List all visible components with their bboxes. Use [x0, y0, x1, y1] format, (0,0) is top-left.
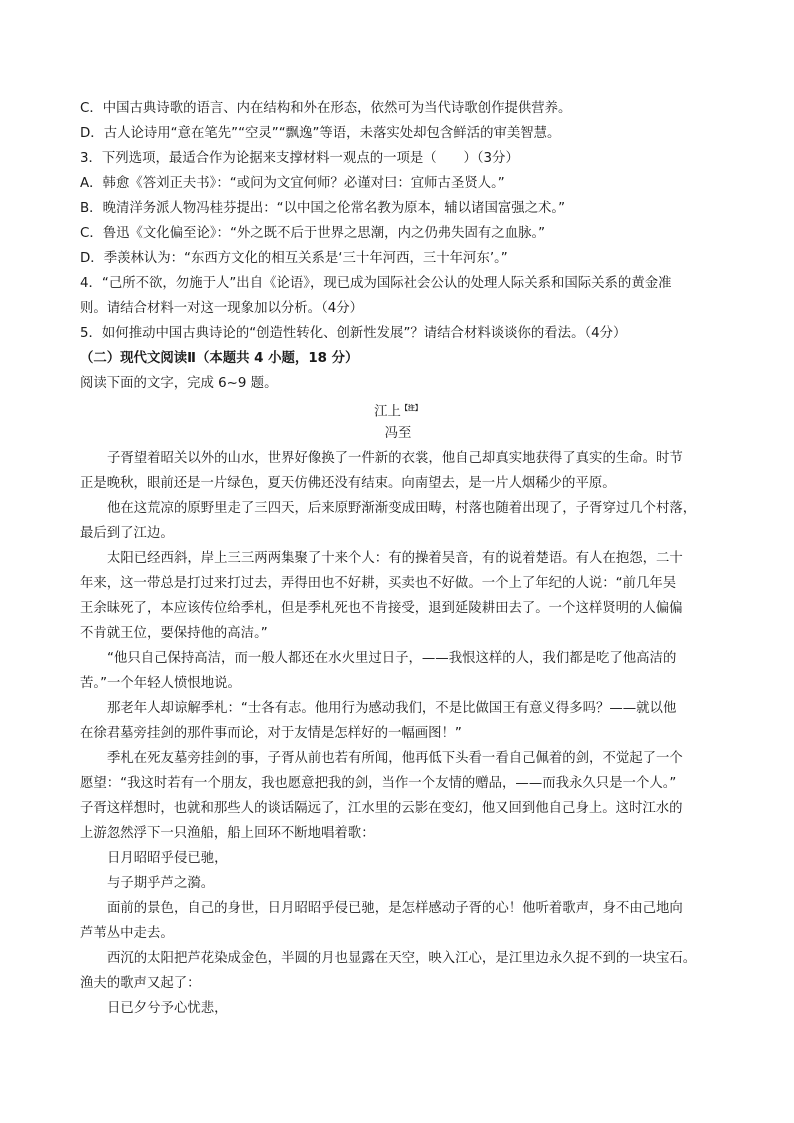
paragraph-2-line-1: 他在这荒凉的原野里走了三四天，后来原野渐渐变成田畴，村落也随着出现了，子胥穿过几个村落，	[107, 501, 697, 516]
paragraph-2-line-2: 最后到了江边。	[80, 526, 174, 541]
paragraph-6-line-4: 上游忽然浮下一只渔船，船上回环不断地唱着歌：	[80, 826, 375, 841]
paragraph-5-line-2: 在徐君墓旁挂剑的那件事而论，对于友情是怎样好的一幅画图！”	[80, 726, 462, 741]
song-line-1: 日月昭昭乎侵已驰，	[107, 851, 228, 866]
question-3: 3．下列选项，最适合作为论据来支撑材料一观点的一项是（ ）（3分）	[80, 151, 519, 166]
question-4-line-1: 4．“己所不欲，勿施于人”出自《论语》，现已成为国际社会公认的处理人际关系和国际关系的黄金准	[80, 276, 672, 291]
paragraph-8-line-2: 渔夫的歌声又起了：	[80, 976, 201, 991]
passage-title	[80, 396, 716, 421]
paragraph-4-line-2: 苦。”一个年轻人愤恨地说。	[80, 676, 241, 691]
title-note-marker: 【注】	[400, 404, 422, 412]
question-3-option-d: D．季羡林认为：“东西方文化的相互关系是‘三十年河西，三十年河东’。”	[80, 251, 508, 266]
question-3-option-c: C．鲁迅《文化偏至论》：“外之既不后于世界之思潮，内之仍弗失固有之血脉。”	[80, 226, 546, 241]
paragraph-1-line-1: 子胥望着昭关以外的山水，世界好像换了一件新的衣裳，他自己却真实地获得了真实的生命。时节	[107, 451, 683, 466]
paragraph-3-line-1: 太阳已经西斜，岸上三三两两集聚了十来个人：有的操着吴音，有的说着楚语。有人在抱怨，二十	[107, 551, 683, 566]
passage-title-text: 江上	[374, 404, 401, 420]
question-4-line-2: 则。请结合材料一对这一现象加以分析。（4分）	[80, 301, 364, 316]
paragraph-6-line-3: 子胥这样想时，也就和那些人的谈话隔远了，江水里的云影在变幻，他又回到他自己身上。这时江水的	[80, 801, 683, 816]
song-line-3: 日已夕兮予心忧悲，	[107, 1001, 228, 1016]
paragraph-8-line-1: 西沉的太阳把芦花染成金色，半圆的月也显露在天空，映入江心，是江里边永久捉不到的一块宝石。	[107, 951, 697, 966]
paragraph-5-line-1: 那老年人却谅解季札：“士各有志。他用行为感动我们，不是比做国王有意义得多吗？——就以他	[107, 701, 677, 716]
section-instruction: 阅读下面的文字，完成 6~9 题。	[80, 376, 278, 391]
questions-section	[80, 96, 716, 1021]
paragraph-7-line-1: 面前的景色，自己的身世，日月昭昭乎侵已驰，是怎样感动子胥的心！他听着歌声，身不由己地向	[107, 901, 683, 916]
option-d: D．古人论诗用“意在笔先”“空灵”“飘逸”等语，未落实处却包含鲜活的审美智慧。	[80, 126, 561, 141]
paragraph-3-line-2: 年来，这一带总是打过来打过去，弄得田也不好耕，买卖也不好做。一个上了年纪的人说：“前几年吴	[80, 576, 677, 591]
question-5: 5．如何推动中国古典诗论的“创造性转化、创新性发展”？请结合材料谈谈你的看法。（4分）	[80, 326, 627, 341]
option-c: C．中国古典诗歌的语言、内在结构和外在形态，依然可为当代诗歌创作提供营养。	[80, 101, 572, 116]
passage-author: 冯至	[384, 426, 412, 441]
paragraph-3-line-4: 不肯就王位，要保持他的高洁。”	[80, 626, 268, 641]
paragraph-7-line-2: 芦苇丛中走去。	[80, 926, 174, 941]
paragraph-6-line-2: 愿望：“我这时若有一个朋友，我也愿意把我的剑，当作一个友情的赠品，——而我永久只是一个人。”	[80, 776, 677, 791]
paragraph-4-line-1: “他只自己保持高洁，而一般人都还在水火里过日子，——我恨这样的人，我们都是吃了他高洁的	[107, 651, 677, 666]
song-line-2: 与子期乎芦之漪。	[107, 876, 215, 891]
question-3-option-a: A．韩愈《答刘正夫书》：“或问为文宜何师？必谨对曰：宜师古圣贤人。”	[80, 176, 505, 191]
paragraph-6-line-1: 季札在死友墓旁挂剑的事，子胥从前也若有所闻，他再低下头看一看自己佩着的剑，不觉起了一个	[107, 751, 683, 766]
question-3-option-b: B．晚清洋务派人物冯桂芬提出：“以中国之伦常名教为原本，辅以诸国富强之术。”	[80, 201, 566, 216]
section-heading: （二）现代文阅读Ⅱ（本题共 4 小题，18 分）	[80, 351, 359, 366]
paragraph-3-line-3: 王余昧死了，本应该传位给季札，但是季札死也不肯接受，退到延陵耕田去了。一个这样贤明的人偏偏	[80, 601, 683, 616]
paragraph-1-line-2: 正是晚秋，眼前还是一片绿色，夏天仿佛还没有结束。向南望去，是一片人烟稀少的平原。	[80, 476, 616, 491]
